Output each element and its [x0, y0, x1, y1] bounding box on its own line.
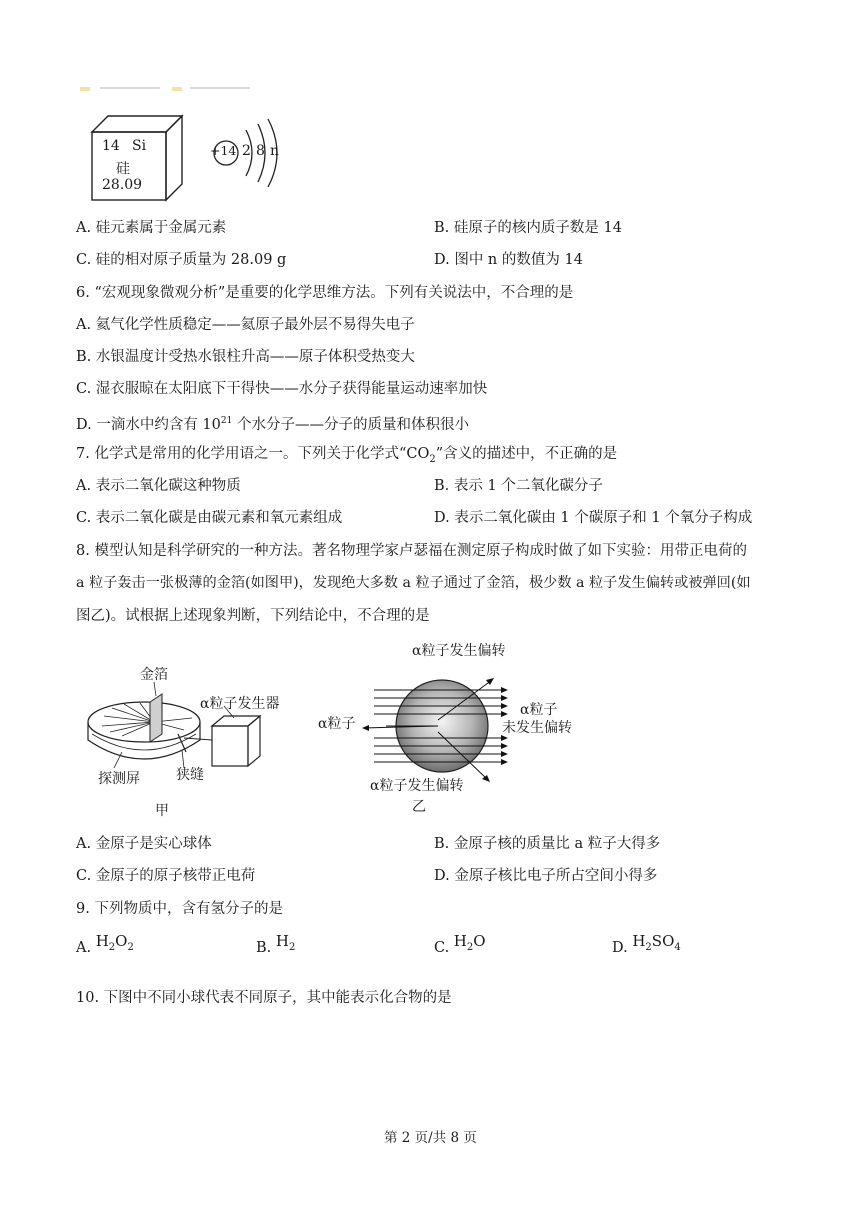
q9-option-b[interactable]: B. $H_2$	[256, 932, 296, 956]
label-alpha-generator: α粒子发生器	[200, 696, 280, 712]
tile-element-name: 硅	[116, 161, 130, 177]
q7-option-c[interactable]: C. 表示二氧化碳是由碳元素和氧元素组成	[76, 510, 343, 526]
q5-option-d[interactable]: D. 图中 n 的数值为 14	[434, 252, 583, 268]
q6-option-d[interactable]: D. 一滴水中约含有 $10^{21}$ 个水分子——分子的质量和体积很小	[76, 416, 469, 433]
q5-option-c[interactable]: C. 硅的相对原子质量为 28.09 g	[76, 252, 287, 268]
q7-stem: 7. 化学式是常用的化学用语之一。下列关于化学式“$CO_2$”含义的描述中，不正确的是	[76, 446, 618, 465]
q8-stem-line-3: 图乙)。试根据上述现象判断，下列结论中，不合理的是	[76, 608, 430, 624]
figure-jia-caption: 甲	[155, 803, 169, 819]
q9-option-c[interactable]: C. $H_2O$	[434, 932, 486, 956]
q7-option-a[interactable]: A. 表示二氧化碳这种物质	[76, 478, 241, 494]
label-slit: 狭缝	[176, 767, 204, 783]
q5-option-b[interactable]: B. 硅原子的核内质子数是 14	[434, 220, 622, 236]
q8-stem-line-2: a 粒子轰击一张极薄的金箔(如图甲)，发现绝大多数 a 粒子通过了金箔，极少数 a 粒子发生偏转或被弹回(如	[76, 575, 751, 591]
q6-option-b[interactable]: B. 水银温度计受热水银柱升高——原子体积受热变大	[76, 349, 415, 365]
tile-symbol: Si	[132, 138, 147, 154]
q6-stem: 6. “宏观现象微观分析”是重要的化学思维方法。下列有关说法中，不合理的是	[76, 285, 574, 301]
q9-option-a[interactable]: A. $H_2O_2$	[76, 932, 134, 956]
tile-atomic-number: 14	[102, 138, 120, 154]
label-deflected-top: α粒子发生偏转	[412, 643, 506, 659]
q8-option-d[interactable]: D. 金原子核比电子所占空间小得多	[434, 868, 658, 884]
q9-stem: 9. 下列物质中，含有氢分子的是	[76, 901, 283, 917]
atom-nucleus-charge: +14	[210, 143, 237, 158]
label-detection-screen: 探测屏	[98, 771, 140, 787]
label-not-deflected: 未发生偏转	[502, 720, 572, 736]
q5-option-a[interactable]: A. 硅元素属于金属元素	[76, 220, 227, 236]
atom-shell-2: 8	[256, 143, 265, 159]
figure-yi-caption: 乙	[412, 799, 426, 815]
atom-shell-3: n	[270, 143, 280, 159]
label-gold-foil: 金箔	[140, 667, 168, 683]
q8-option-b[interactable]: B. 金原子核的质量比 a 粒子大得多	[434, 836, 661, 852]
q10-stem: 10. 下图中不同小球代表不同原子，其中能表示化合物的是	[76, 990, 452, 1006]
q7-option-d[interactable]: D. 表示二氧化碳由 1 个碳原子和 1 个氧分子构成	[434, 510, 753, 526]
label-alpha-right: α粒子	[520, 702, 558, 718]
label-deflected-bottom: α粒子发生偏转	[370, 778, 464, 794]
q8-option-c[interactable]: C. 金原子的原子核带正电荷	[76, 868, 256, 884]
label-alpha-left: α粒子	[318, 716, 356, 732]
tile-atomic-mass: 28.09	[102, 177, 143, 193]
q6-option-c[interactable]: C. 湿衣服晾在太阳底下干得快——水分子获得能量运动速率加快	[76, 381, 488, 397]
page-footer: 第 2 页/共 8 页	[384, 1130, 477, 1146]
scan-smudge	[80, 84, 260, 92]
q8-stem-line-1: 8. 模型认知是科学研究的一种方法。著名物理学家卢瑟福在测定原子构成时做了如下实验：用带正电荷的	[76, 543, 747, 559]
q7-option-b[interactable]: B. 表示 1 个二氧化碳分子	[434, 478, 603, 494]
q6-option-a[interactable]: A. 氦气化学性质稳定——氦原子最外层不易得失电子	[76, 317, 415, 333]
q8-option-a[interactable]: A. 金原子是实心球体	[76, 836, 212, 852]
atom-shell-1: 2	[242, 143, 251, 159]
q9-option-d[interactable]: D. $H_2SO_4$	[612, 932, 681, 956]
